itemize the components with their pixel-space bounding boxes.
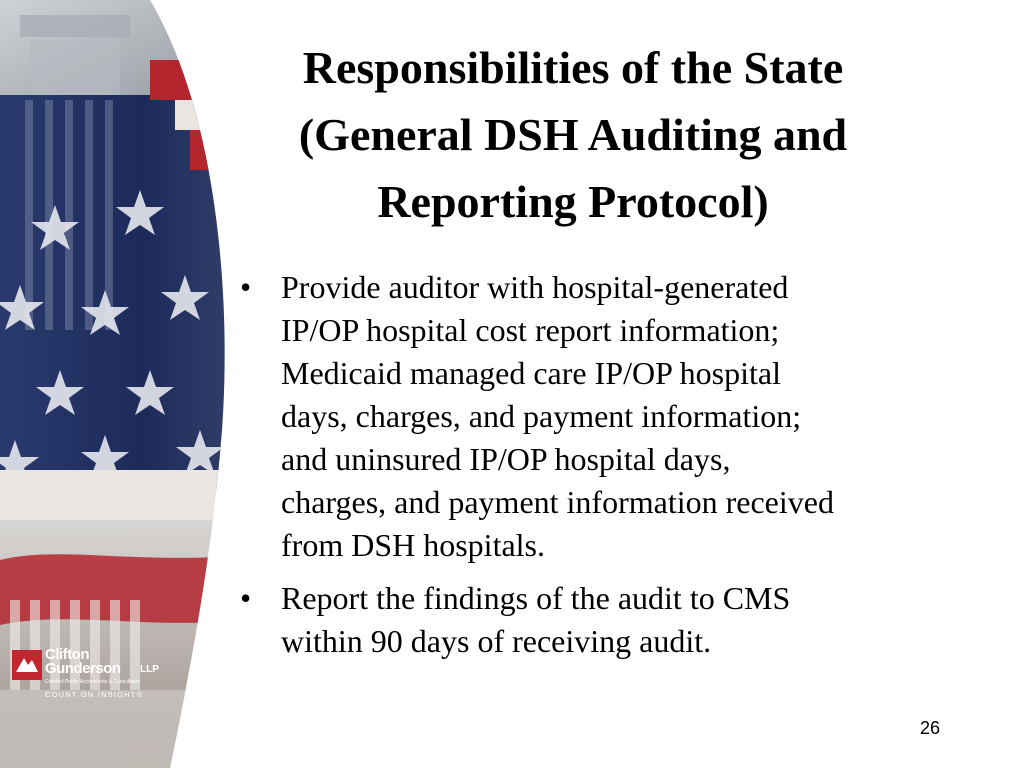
title-line: Reporting Protocol) [377, 176, 769, 227]
bullet-item [238, 266, 958, 567]
bullet-line: days, charges, and payment information; [281, 398, 802, 434]
bullet-line: Report the findings of the audit to CMS [281, 580, 791, 616]
logo-name-line1: Clifton [45, 646, 89, 663]
bullet-line: Provide auditor with hospital-generated [281, 269, 789, 305]
bullet-line: charges, and payment information received [281, 484, 834, 520]
logo-subtitle: Certified Public Accountants & Consultants [45, 679, 140, 685]
bullet-list [238, 266, 958, 673]
logo-tagline: COUNT ON INSIGHT® [45, 690, 144, 699]
bullet-line: and uninsured IP/OP hospital days, [281, 441, 731, 477]
bullet-line: IP/OP hospital cost report information; [281, 312, 780, 348]
bullet-line: within 90 days of receiving audit. [281, 623, 712, 659]
page-number: 26 [919, 718, 940, 738]
logo-suffix: LLP [140, 664, 159, 675]
title-line: (General DSH Auditing and [298, 109, 848, 160]
title-line: Responsibilities of the State [302, 42, 844, 93]
bullet-item [238, 577, 958, 663]
company-logo [12, 648, 182, 712]
bullet-line: Medicaid managed care IP/OP hospital [281, 355, 781, 391]
slide-title [228, 34, 918, 235]
logo-mark-icon [12, 650, 42, 680]
bullet-line: from DSH hospitals. [281, 527, 545, 563]
bullet-marker: • [240, 269, 252, 305]
logo-name-line2: Gunderson [45, 660, 121, 677]
bullet-marker: • [240, 580, 252, 616]
